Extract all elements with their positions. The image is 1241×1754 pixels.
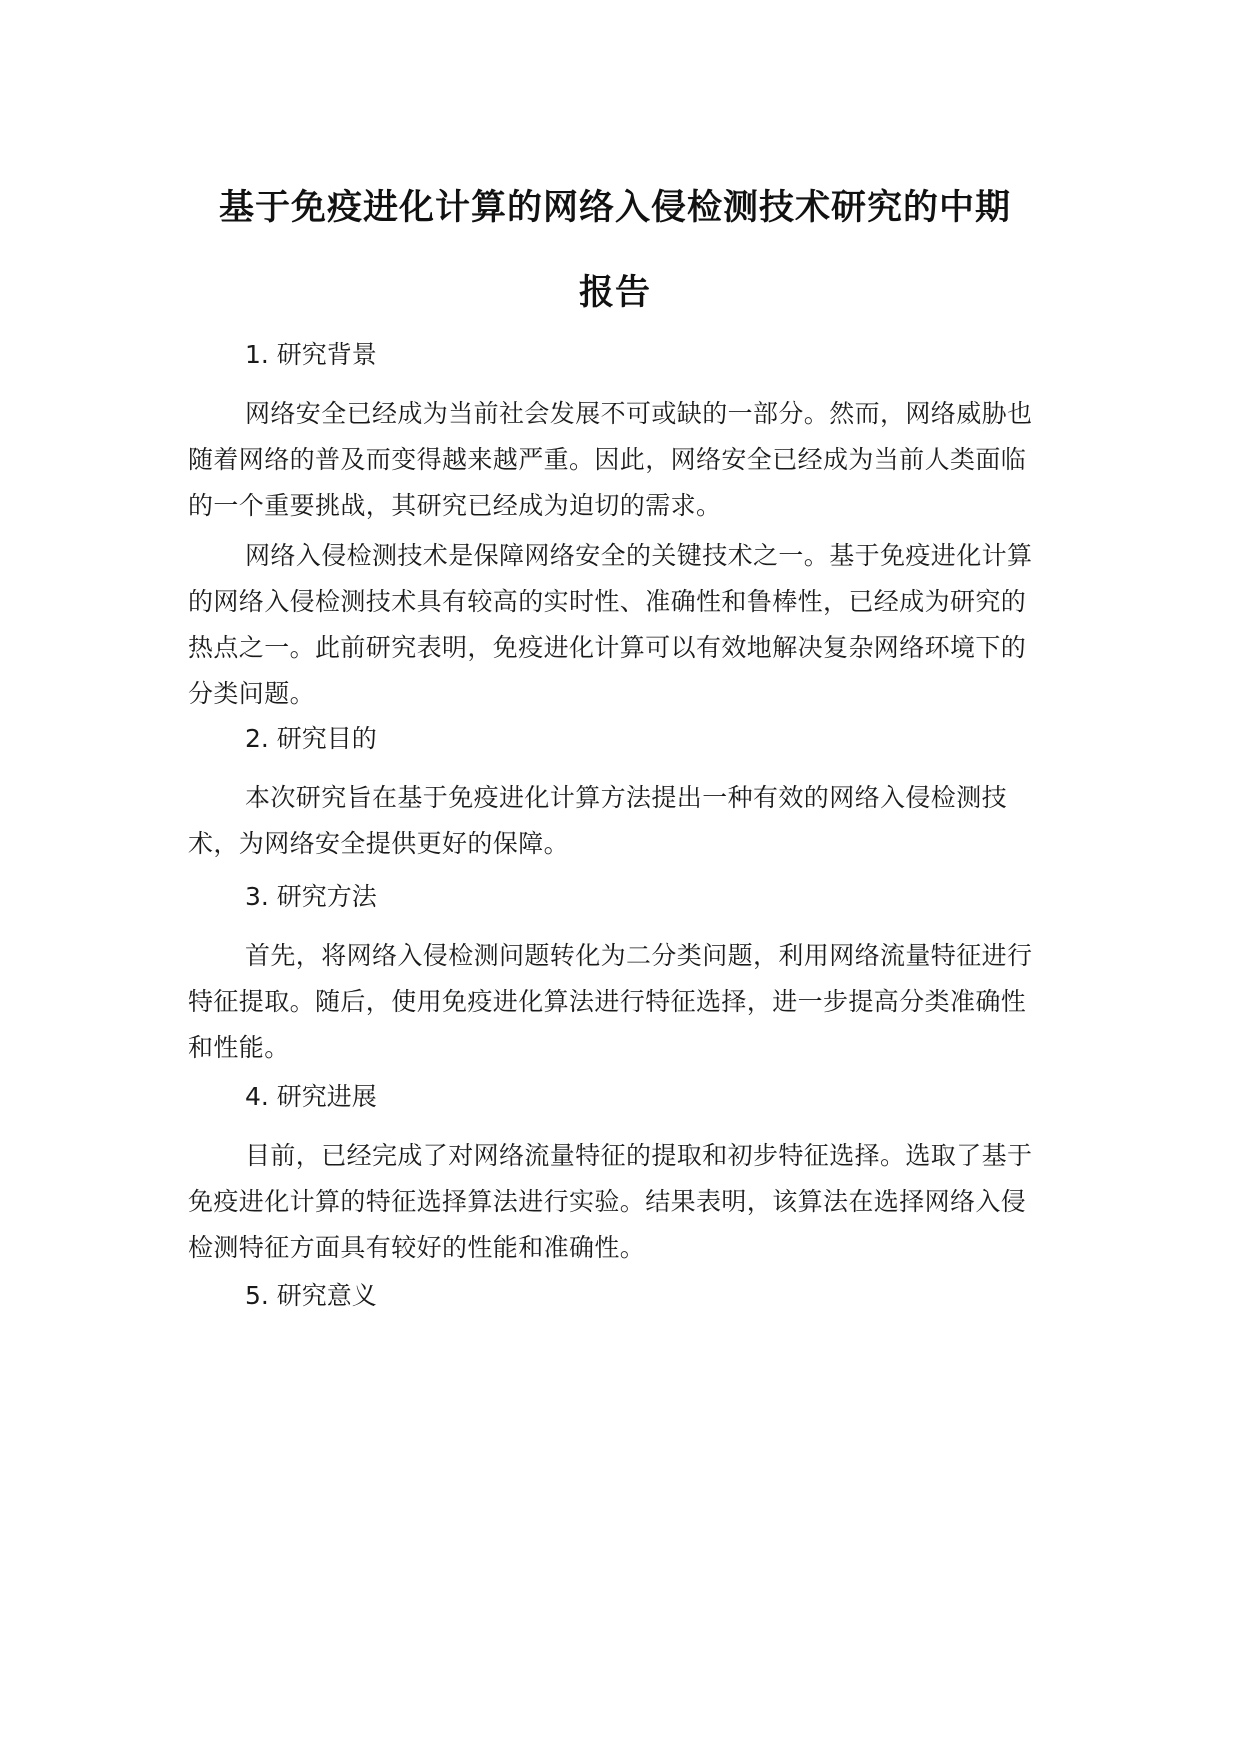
section-heading-progress: 4. 研究进展 [245,1082,377,1111]
paragraph-purpose: 本次研究旨在基于免疫进化计算方法提出一种有效的网络入侵检测技术，为网络安全提供更好的保障。 [188,783,1008,858]
paragraph-method: 首先，将网络入侵检测问题转化为二分类问题，利用网络流量特征进行特征提取。随后，使用免疫进化算法进行特征选择，进一步提高分类准确性和性能。 [188,941,1033,1062]
paragraph-background-2: 网络入侵检测技术是保障网络安全的关键技术之一。基于免疫进化计算的网络入侵检测技术具有较高的实时性、准确性和鲁棒性，已经成为研究的热点之一。此前研究表明，免疫进化计算可以有效地解决复杂网络环境下的分类问题。 [188,541,1033,708]
section-heading-method: 3. 研究方法 [245,882,377,911]
section-heading-background: 1. 研究背景 [245,340,377,369]
section-heading-significance: 5. 研究意义 [245,1281,377,1310]
section-heading-purpose: 2. 研究目的 [245,724,377,753]
paragraph-progress: 目前，已经完成了对网络流量特征的提取和初步特征选择。选取了基于免疫进化计算的特征选择算法进行实验。结果表明，该算法在选择网络入侵检测特征方面具有较好的性能和准确性。 [188,1141,1033,1262]
document-title-line-2: 报告 [578,273,651,313]
document-title-line-1: 基于免疫进化计算的网络入侵检测技术研究的中期 [218,188,1011,228]
paragraph-background-1: 网络安全已经成为当前社会发展不可或缺的一部分。然而，网络威胁也随着网络的普及而变得越来越严重。因此，网络安全已经成为当前人类面临的一个重要挑战，其研究已经成为迫切的需求。 [188,399,1033,520]
